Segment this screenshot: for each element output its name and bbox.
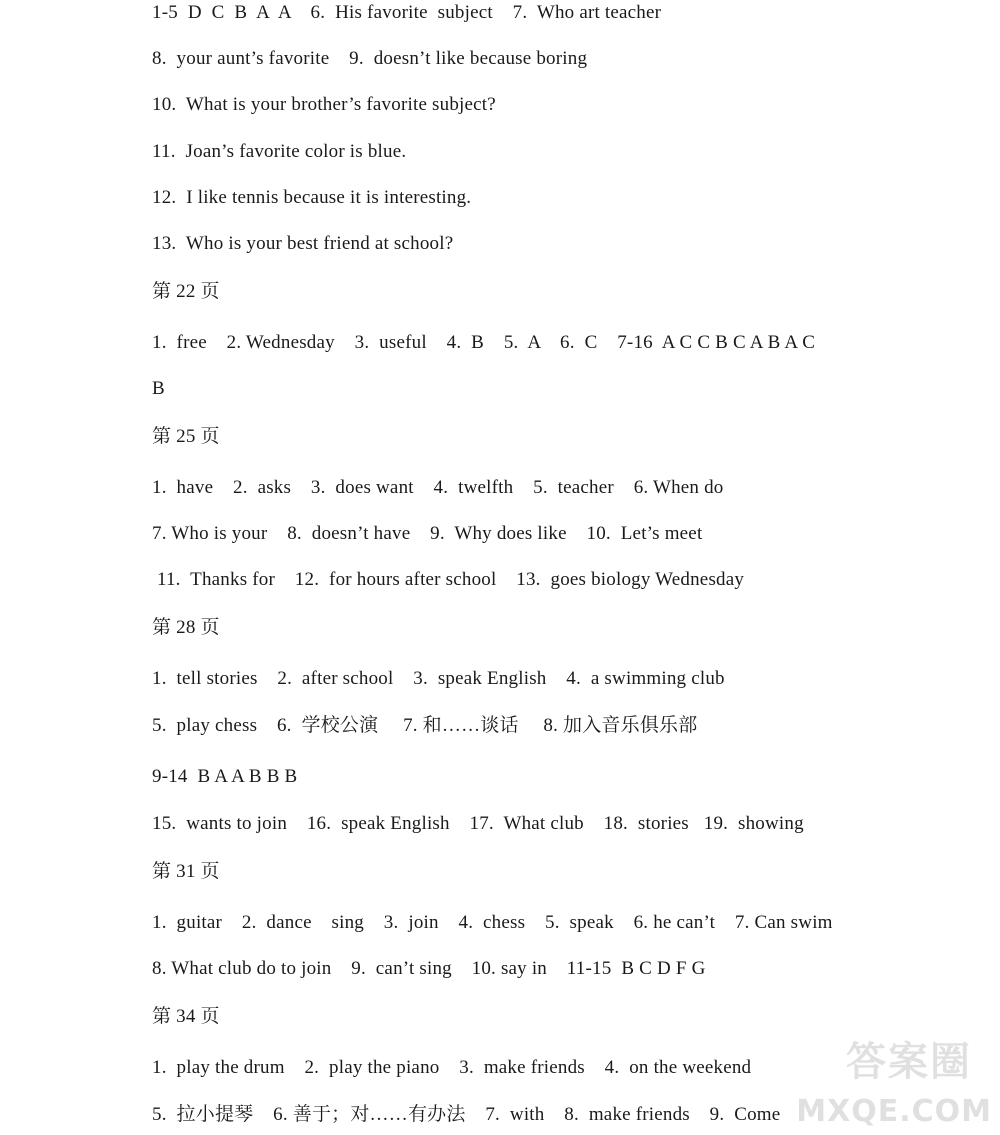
answer-line-2: 8. your aunt’s favorite 9. doesn’t like because boring: [152, 48, 588, 69]
answer-line-18: 1. play the drum 2. play the piano 3. make friends 4. on the weekend: [152, 1057, 752, 1078]
answer-line-3: 10. What is your brother’s favorite subject?: [152, 94, 496, 115]
answer-line-19: 5. 拉小提琴 6. 善于；对……有办法 7. with 8. make friends 9. Come: [152, 1104, 781, 1125]
answer-line-15: 15. wants to join 16. speak English 17. What club 18. stories 19. showing: [152, 813, 804, 834]
answer-line-7: 1. free 2. Wednesday 3. useful 4. B 5. A 6. C 7-16 A C C B C A B A C: [152, 332, 816, 353]
answer-line-13: 5. play chess 6. 学校公演 7. 和……谈话 8. 加入音乐俱乐部: [152, 715, 698, 736]
answer-line-17: 8. What club do to join 9. can’t sing 10. say in 11-15 B C D F G: [152, 958, 706, 979]
page-heading-31: 第 31 页: [152, 861, 220, 882]
answer-line-16: 1. guitar 2. dance sing 3. join 4. chess 5. speak 6. he can’t 7. Can swim: [152, 912, 833, 933]
watermark-domain: MXQE.COM: [796, 1094, 992, 1129]
answer-line-14: 9-14 B A A B B B: [152, 766, 298, 787]
answer-line-10: 7. Who is your 8. doesn’t have 9. Why does like 10. Let’s meet: [152, 523, 703, 544]
answer-line-12: 1. tell stories 2. after school 3. speak English 4. a swimming club: [152, 668, 725, 689]
page-heading-28: 第 28 页: [152, 617, 220, 638]
page-heading-22: 第 22 页: [152, 281, 220, 302]
page-heading-25: 第 25 页: [152, 426, 220, 447]
answer-line-4: 11. Joan’s favorite color is blue.: [152, 141, 407, 162]
answer-line-9: 1. have 2. asks 3. does want 4. twelfth 5. teacher 6. When do: [152, 477, 724, 498]
answer-line-1: 1-5 D C B A A 6. His favorite subject 7. Who art teacher: [152, 2, 662, 23]
site-watermark: [796, 1039, 992, 1129]
answer-line-8: B: [152, 378, 165, 399]
answer-line-11: 11. Thanks for 12. for hours after school 13. goes biology Wednesday: [152, 569, 745, 590]
watermark-logo-text: 答案圈: [846, 1039, 972, 1085]
answer-line-6: 13. Who is your best friend at school?: [152, 233, 454, 254]
page-heading-34: 第 34 页: [152, 1006, 220, 1027]
answer-line-5: 12. I like tennis because it is interesting.: [152, 187, 472, 208]
